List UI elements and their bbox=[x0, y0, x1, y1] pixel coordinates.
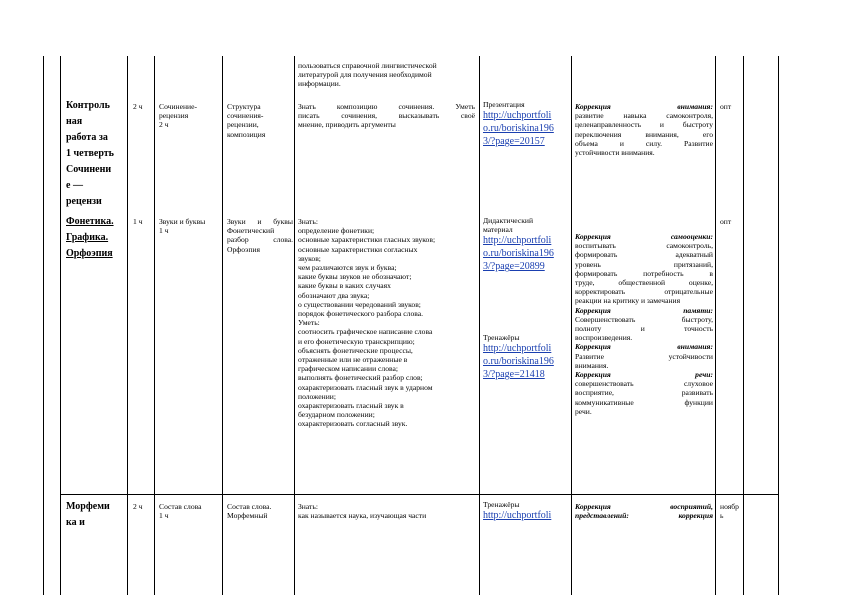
row-methods-cont: пользоваться справочной лингвистической литературой для получения необходимой информации. bbox=[298, 61, 437, 89]
skills-cell: Знать: как называется наука, изучающая части bbox=[298, 502, 427, 521]
lesson-cell: Сочинение-рецензия 2 ч bbox=[159, 102, 198, 130]
resource-link[interactable]: http://uchportfoli o.ru/boriskina196 3/?page=20157 bbox=[483, 110, 554, 148]
resource-cell-2: Тренажёры http://uchportfoli o.ru/boriskina196 3/?page=21418 bbox=[483, 333, 571, 381]
content-cell: Звуки и буквы Фонетический разбор слова. Орфоэпия bbox=[227, 217, 293, 254]
col-divider-1 bbox=[127, 56, 128, 595]
skills-cell: Знать: определение фонетики; основные характеристики гласных звуков; основные характеристики согласных звуков; чем различаются звук и буква; какие буквы звуков не обозначают; какие буквы в каких случаях обозначают два звука; о существовании чередований звуков; порядок фонетического разбора слова. Уметь: соотносить графическое написание слова и его фонетическую транскрипцию; объяснять фонетические процессы, отраженные или не отраженные в графическом написании слова; выполнять фонетический разбор слов; охарактеризовать гласный звук в ударном положении; охарактеризовать гласный звук в безударном положении; охарактеризовать согласный звук. bbox=[298, 217, 436, 429]
col-divider-4 bbox=[294, 56, 295, 595]
row-divider bbox=[60, 494, 779, 495]
lesson-cell: Состав слова 1 ч bbox=[159, 502, 202, 521]
table-border-right bbox=[778, 56, 779, 595]
content-cell: Структура сочинения- рецензии, композиция bbox=[227, 102, 266, 139]
correction-cell: Коррекция внимания: развитие навыка самоконтроля, целенаправленность и быстроту переключения внимания, его объема и силу. Развитие устойчивости внимания. bbox=[575, 102, 713, 158]
lesson-cell: Звуки и буквы 1 ч bbox=[159, 217, 206, 236]
correction-cell: Коррекция самооценки: воспитывать самоконтроль, формировать адекватный уровень притязаний, формировать потребность в труде, общественной оценке, корректировать отрицательные реакции на критику и замечания Коррекция памяти: Совершенствовать быстроту, полноту и точность воспроизведения. Коррекция внимания: Развитие устойчивости внимания. Коррекция речи: совершенствовать слуховое восприятие, развивать коммуникативные функции речи. bbox=[575, 232, 713, 416]
resource-cell: Презентация http://uchportfoli o.ru/boriskina196 3/?page=20157 bbox=[483, 100, 571, 148]
hours-cell: 2 ч bbox=[133, 502, 143, 511]
resource-link[interactable]: http://uchportfoli o.ru/boriskina196 3/?page=20899 bbox=[483, 235, 554, 273]
topic-control-work: Контроль ная работа за 1 четверть Сочинени е — рецензи bbox=[66, 100, 114, 207]
col-divider-7 bbox=[715, 56, 716, 595]
resource-link[interactable]: http://uchportfoli o.ru/boriskina196 3/?page=21418 bbox=[483, 343, 554, 381]
topic-morphemics: Морфеми ка и bbox=[66, 501, 110, 528]
hours-cell: 1 ч bbox=[133, 217, 143, 226]
col-divider-6 bbox=[571, 56, 572, 595]
hours-cell: 2 ч bbox=[133, 102, 143, 111]
topic-phonetics: Фонетика. Графика. Орфоэпия bbox=[66, 216, 114, 259]
form-cell: опт bbox=[720, 102, 732, 111]
resource-link[interactable]: http://uchportfoli bbox=[483, 510, 552, 522]
col-divider-2 bbox=[154, 56, 155, 595]
table-border-left bbox=[43, 56, 44, 595]
form-cell: ноябр ь bbox=[720, 502, 739, 521]
form-cell: опт bbox=[720, 217, 732, 226]
content-cell: Состав слова. Морфемный bbox=[227, 502, 272, 521]
col-divider-8 bbox=[743, 56, 744, 595]
correction-cell: Коррекция восприятий, представлений: коррекция bbox=[575, 502, 713, 521]
resource-cell: Тренажёры http://uchportfoli bbox=[483, 500, 571, 522]
table-border-left-inner bbox=[60, 56, 61, 595]
col-divider-5 bbox=[479, 56, 480, 595]
resource-cell: Дидактический материал http://uchportfoli o.ru/boriskina196 3/?page=20899 bbox=[483, 216, 571, 273]
skills-cell: Знать композицию сочинения. Уметь писать сочинения, высказывать своё мнение, приводить аргументы bbox=[298, 102, 475, 130]
col-divider-3 bbox=[222, 56, 223, 595]
